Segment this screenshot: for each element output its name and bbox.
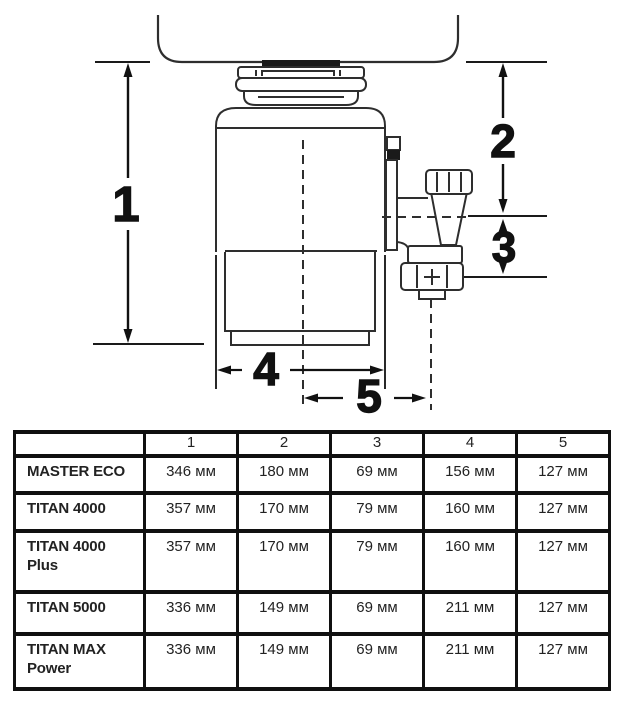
sink-flange-gasket xyxy=(262,60,340,66)
sink-outline xyxy=(158,15,458,62)
value-cell: 160 мм xyxy=(424,531,517,592)
trap-tail xyxy=(419,290,445,299)
value-cell: 149 мм xyxy=(238,592,331,634)
value-cell: 127 мм xyxy=(517,456,610,493)
disposer-unit xyxy=(216,60,400,345)
model-cell: TITAN 4000 xyxy=(15,493,145,531)
elbow-funnel xyxy=(431,192,467,245)
value-cell: 79 мм xyxy=(331,493,424,531)
drain-elbow-assembly xyxy=(397,170,472,299)
value-cell: 357 мм xyxy=(145,493,238,531)
dimension-2-label: 2 xyxy=(490,115,516,167)
value-cell: 170 мм xyxy=(238,493,331,531)
value-cell: 149 мм xyxy=(238,634,331,689)
table-row xyxy=(15,456,610,493)
dimension-4-label: 4 xyxy=(253,343,279,395)
value-cell: 127 мм xyxy=(517,592,610,634)
model-cell: TITAN MAX Power xyxy=(15,634,145,689)
dimension-5 xyxy=(304,370,426,422)
value-cell: 160 мм xyxy=(424,493,517,531)
value-cell: 180 мм xyxy=(238,456,331,493)
table-row xyxy=(15,592,610,634)
value-cell: 336 мм xyxy=(145,592,238,634)
model-cell: TITAN 5000 xyxy=(15,592,145,634)
value-cell: 69 мм xyxy=(331,634,424,689)
table-row xyxy=(15,493,610,531)
value-cell: 336 мм xyxy=(145,634,238,689)
elbow-collar xyxy=(408,246,462,263)
value-cell: 69 мм xyxy=(331,592,424,634)
dimension-1-label: 1 xyxy=(112,178,140,232)
dimension-3 xyxy=(492,219,516,274)
dimension-5-label: 5 xyxy=(356,370,382,422)
value-cell: 156 мм xyxy=(424,456,517,493)
table-row xyxy=(15,531,610,592)
value-cell: 357 мм xyxy=(145,531,238,592)
value-cell: 127 мм xyxy=(517,493,610,531)
table-header-row xyxy=(15,432,610,456)
dimension-1 xyxy=(112,63,139,343)
table-row xyxy=(15,634,610,689)
value-cell: 170 мм xyxy=(238,531,331,592)
value-cell: 211 мм xyxy=(424,592,517,634)
dimensions-table xyxy=(13,430,611,691)
header-cell-5: 5 xyxy=(517,432,610,456)
value-cell: 127 мм xyxy=(517,634,610,689)
value-cell: 127 мм xyxy=(517,531,610,592)
value-cell: 211 мм xyxy=(424,634,517,689)
value-cell: 346 мм xyxy=(145,456,238,493)
model-cell: TITAN 4000 Plus xyxy=(15,531,145,592)
header-cell-1: 1 xyxy=(145,432,238,456)
value-cell: 69 мм xyxy=(331,456,424,493)
model-cell: MASTER ECO xyxy=(15,456,145,493)
header-cell-2: 2 xyxy=(238,432,331,456)
dimension-2 xyxy=(490,63,516,213)
dimension-3-label: 3 xyxy=(491,223,517,272)
value-cell: 79 мм xyxy=(331,531,424,592)
header-cell-4: 4 xyxy=(424,432,517,456)
header-cell-model xyxy=(15,432,145,456)
header-cell-3: 3 xyxy=(331,432,424,456)
